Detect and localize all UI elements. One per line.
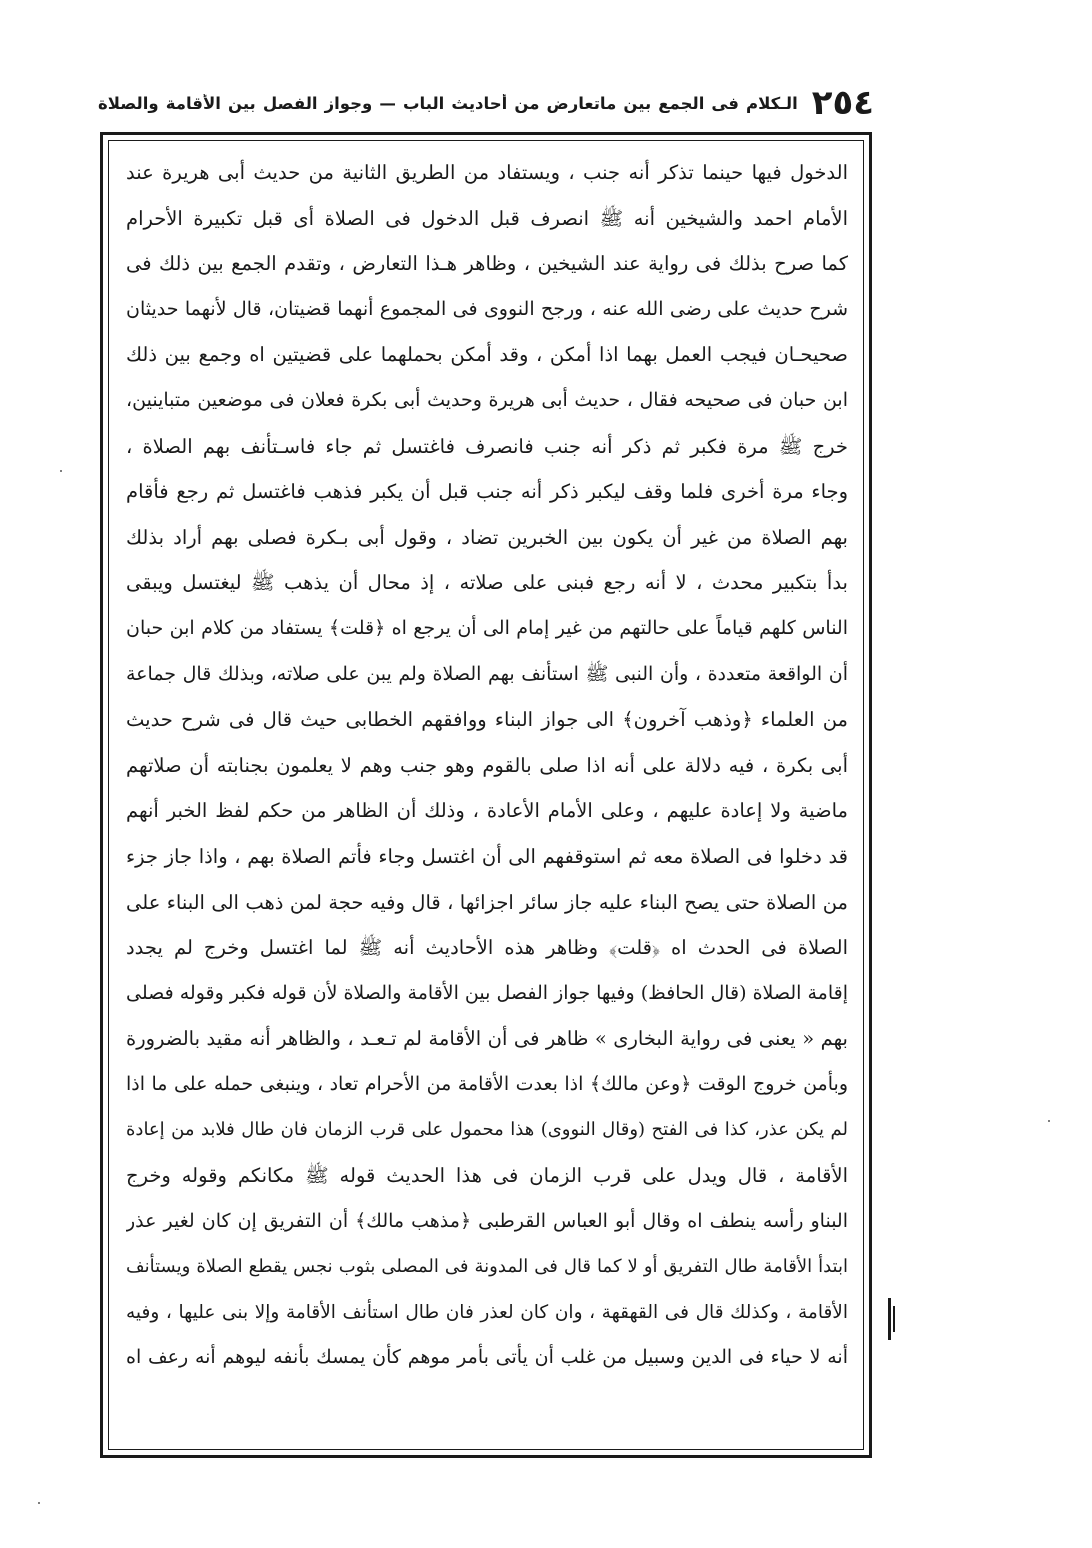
text-line: من العلماء ﴿وذهب آخرون﴾ الى جواز البناء ووافقهم الخطابى حيث قال فى شرح حديث [126,708,848,732]
margin-bracket-mark [893,1306,895,1332]
text-line: البناو رأسه ينطف اه وقال أبو العباس القرطبى ﴿مذهب مالك﴾ أن التفريق إن كان لغير عذر [126,1209,848,1232]
header-title: الـكلام فى الجمع بين ماتعارض من أحاديث الباب — وجواز الفصل بين الأقامة والصلاة [98,93,798,113]
text-line: الأقامة ، قال ويدل على قرب الزمان فى هذا الحديث قوله ﷺ مكانكم وقوله وخرج [126,1164,848,1188]
text-line: من الصلاة حتى يصح البناء عليه جاز سائر اجزائها ، قال وفيه حجة لمن ذهب الى البناء على [126,890,848,914]
text-line: وجاء مرة أخرى فلما وقف ليكبر ذكر أنه جنب قبل أن يكبر فذهب فاغتسل ثم رجع فأقام [126,480,848,504]
text-line: كما صرح بذلك فى رواية عند الشيخين ، وظاهر هـذا التعارض ، وتقدم الجمع بين ذلك فى [126,252,848,276]
text-line: ماضية ولا إعادة عليهم ، وعلى الأمام الأعادة ، وذلك أن الظاهر من حكم لفظ الخبر أنهم [126,799,848,823]
text-line: قد دخلوا فى الصلاة معه ثم استوقفهم الى أن اغتسل وجاء فأتم الصلاة بهم ، واذا جاز جزء [126,844,848,868]
text-line: بهم الصلاة من غير أن يكون بين الخبرين تضاد ، وقول أبى بـكرة فصلى بهم أراد بذلك [126,525,848,549]
text-line: أنه لا حياء فى الدين وسبيل من غلب أن يأتى بأمر موهم كأن يمسك بأنفه ليوهم أنه رعف اه [126,1346,848,1369]
scan-speck [1048,1120,1050,1122]
text-line: الدخول فيها حينما تذكر أنه جنب ، ويستفاد من الطريق الثانية من حديث أبى هريرة عند [126,161,848,184]
text-line: إقامة الصلاة (قال الحافظ) وفيها جواز الفصل بين الأقامة والصلاة لأن قوله فكبر وقوله فصلى [126,981,848,1004]
text-line: لم يكن عذر، كذا فى الفتح (وقال النووى) هذا محمول على قرب الزمان فان طال فلابد من إعادة [126,1119,848,1141]
page-number: ٢٥٤ [811,83,874,123]
margin-bracket-mark [888,1298,891,1340]
scan-speck [60,470,62,472]
text-line: الصلاة فى الحدث اه ﴿قلت﴾ وظاهر هذه الأحاديث أنه ﷺ لما اغتسل وخرج لم يجدد [126,936,848,960]
text-line: بدأ بتكبير محدث ، لا أنه رجع فبنى على صلاته ، إذ محال أن يذهب ﷺ ليغتسل ويبقى [126,571,848,595]
text-line: الأقامة ، وكذلك قال فى القهقهة ، وان كان لعذر فان طال استأنف الأقامة وإلا بنى عليها ، وفيه [126,1301,848,1323]
text-line: الناس كلهم قياماً على حالتهم من غير إمام الى أن يرجع اه ﴿قلت﴾ يستفاد من كلام ابن حبان [126,616,848,639]
text-line: وبأمن خروج الوقت ﴿وعن مالك﴾ اذا بعدت الأقامة من الأحرام تعاد ، وينبغى حمله على ما اذا [126,1072,848,1095]
text-line: الأمام احمد والشيخين أنه ﷺ انصرف قبل الدخول فى الصلاة أى قبل تكبيرة الأحرام [126,206,848,230]
body-text [126,150,848,1381]
text-line: شرح حديث على رضى الله عنه ، ورجح النووى فى المجموع أنهما قضيتان، قال لأنهما حديثان [126,297,848,320]
running-head [98,78,874,128]
text-line: أبى بكرة ، فيه دلالة على أنه اذا صلى بالقوم وهو جنب وهم لا يعلمون بجنابته أن صلاتهم [126,753,848,777]
text-line: أن الواقعة متعددة ، وأن النبى ﷺ استأنف بهم الصلاة ولم يبن على صلاته، وبذلك قال جماعة [126,662,848,685]
text-line: خرج ﷺ مرة فكبر ثم ذكر أنه جنب فانصرف فاغتسل ثم جاء فاسـتأنف بهم الصلاة ، [126,434,848,458]
scan-speck [38,1502,40,1504]
text-line: صحيحـان فيجب العمل بهما اذا أمكن ، وقد أمكن بحملهما على قضيتين اه وجمع بين ذلك [126,343,848,367]
text-line: ابن حبان فى صحيحه فقال ، حديث أبى هريرة وحديث أبى بكرة فعلان فى موضعين متباينين، [126,388,848,411]
text-line: ابتدأ الأقامة طال التفريق أو لا كما قال فى المدونة فى المصلى بثوب نجس يقطع الصلاة ويستأنف [126,1256,848,1278]
text-line: بهم « يعنى فى رواية البخارى » ظاهر فى أن الأقامة لم تـعـد ، والظاهر أنه مقيد بالضرورة [126,1027,848,1051]
